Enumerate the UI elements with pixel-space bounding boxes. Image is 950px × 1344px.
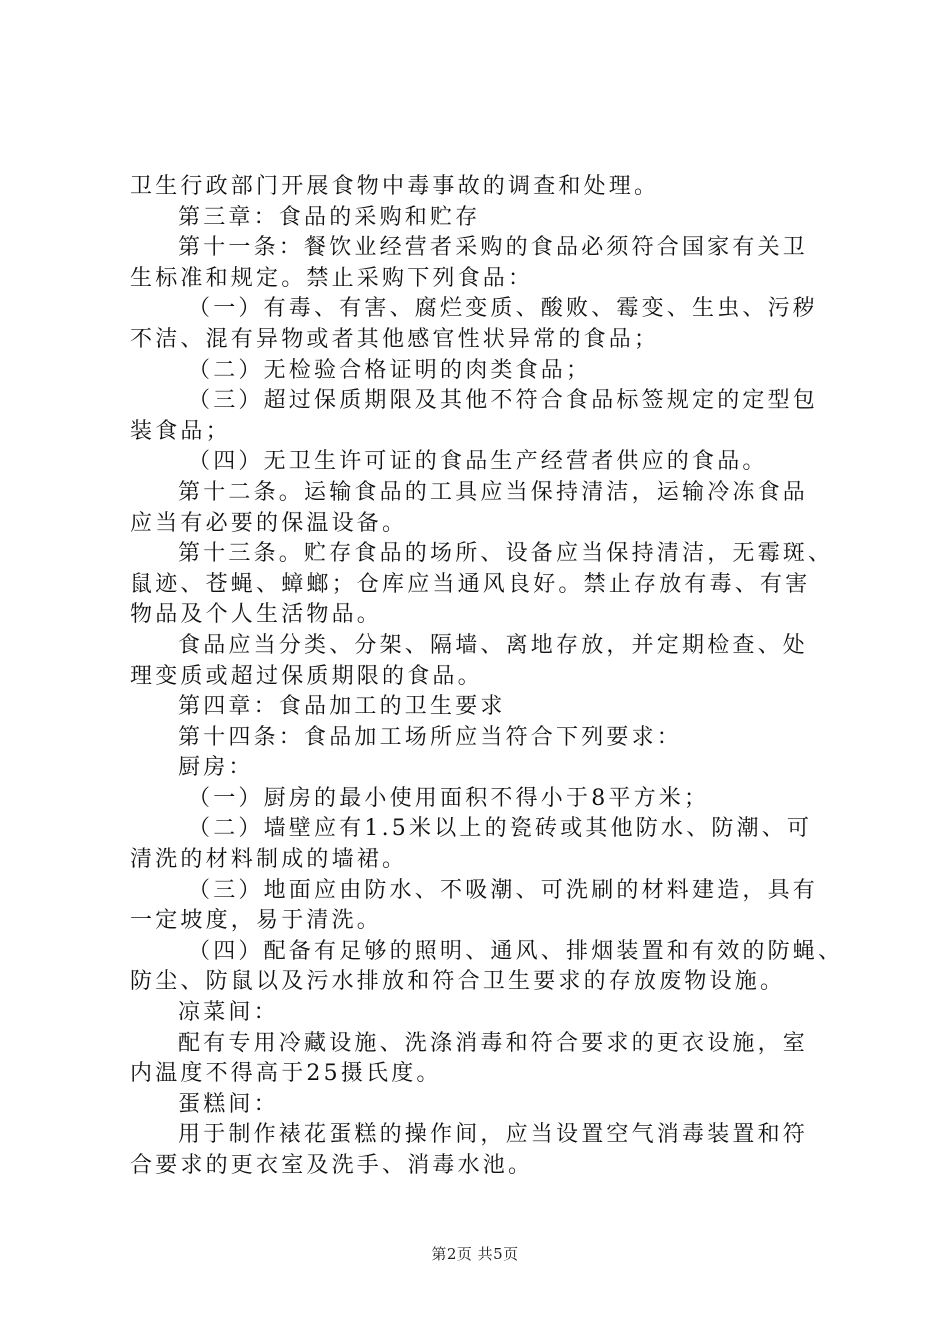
page-number-footer: 第2页 共5页 xyxy=(431,1245,519,1263)
list-item-line: （四）无卫生许可证的食品生产经营者供应的食品。 xyxy=(188,449,768,475)
paragraph-line: 配有专用冷藏设施、洗涤消毒和符合要求的更衣设施，室 xyxy=(178,1030,809,1056)
list-item-line: （一）有毒、有害、腐烂变质、酸败、霉变、生虫、污秽 xyxy=(188,296,819,322)
text-line: 清洗的材料制成的墙裙。 xyxy=(130,847,408,873)
list-item-line: （三）地面应由防水、不吸潮、可洗刷的材料建造，具有 xyxy=(188,877,819,903)
article-line: 第十二条。运输食品的工具应当保持清洁，运输冷冻食品 xyxy=(178,479,809,505)
text-line: 合要求的更衣室及洗手、消毒水池。 xyxy=(130,1153,534,1178)
chapter-heading: 第三章：食品的采购和贮存 xyxy=(178,204,481,230)
list-item-line: （一）厨房的最小使用面积不得小于8平方米； xyxy=(188,785,710,811)
paragraph-line: 食品应当分类、分架、隔墙、离地存放，并定期检查、处 xyxy=(178,632,809,658)
article-line: 第十三条。贮存食品的场所、设备应当保持清洁，无霉斑、 xyxy=(178,541,834,567)
paragraph-line: 用于制作裱花蛋糕的操作间，应当设置空气消毒装置和符 xyxy=(178,1122,809,1148)
text-line: 生标准和规定。禁止采购下列食品： xyxy=(130,265,534,291)
text-line: 物品及个人生活物品。 xyxy=(130,602,383,628)
list-item-line: （二）墙壁应有1.5米以上的瓷砖或其他防水、防潮、可 xyxy=(188,816,813,842)
text-line: 一定坡度，易于清洗。 xyxy=(130,908,383,934)
section-label: 厨房： xyxy=(178,755,254,781)
text-line: 内温度不得高于25摄氏度。 xyxy=(130,1061,442,1087)
text-line: 装食品； xyxy=(130,418,231,444)
section-label: 凉菜间： xyxy=(178,1000,279,1026)
text-line: 防尘、防鼠以及污水排放和符合卫生要求的存放废物设施。 xyxy=(130,969,786,995)
list-item-line: （四）配备有足够的照明、通风、排烟装置和有效的防蝇、 xyxy=(188,938,844,964)
text-line: 鼠迹、苍蝇、蟑螂；仓库应当通风良好。禁止存放有毒、有害 xyxy=(130,571,811,597)
text-line: 应当有必要的保温设备。 xyxy=(130,510,408,536)
document-body xyxy=(130,172,844,1182)
chapter-heading: 第四章：食品加工的卫生要求 xyxy=(178,694,506,720)
text-line: 不洁、混有异物或者其他感官性状异常的食品； xyxy=(130,326,660,352)
article-line: 第十四条：食品加工场所应当符合下列要求： xyxy=(178,724,683,750)
text-line: 卫生行政部门开展食物中毒事故的调查和处理。 xyxy=(130,174,660,199)
list-item-line: （二）无检验合格证明的肉类食品； xyxy=(188,357,592,383)
list-item-line: （三）超过保质期限及其他不符合食品标签规定的定型包 xyxy=(188,388,819,414)
article-line: 第十一条：餐饮业经营者采购的食品必须符合国家有关卫 xyxy=(178,235,809,261)
text-line: 理变质或超过保质期限的食品。 xyxy=(130,663,483,689)
section-label: 蛋糕间： xyxy=(178,1091,279,1117)
